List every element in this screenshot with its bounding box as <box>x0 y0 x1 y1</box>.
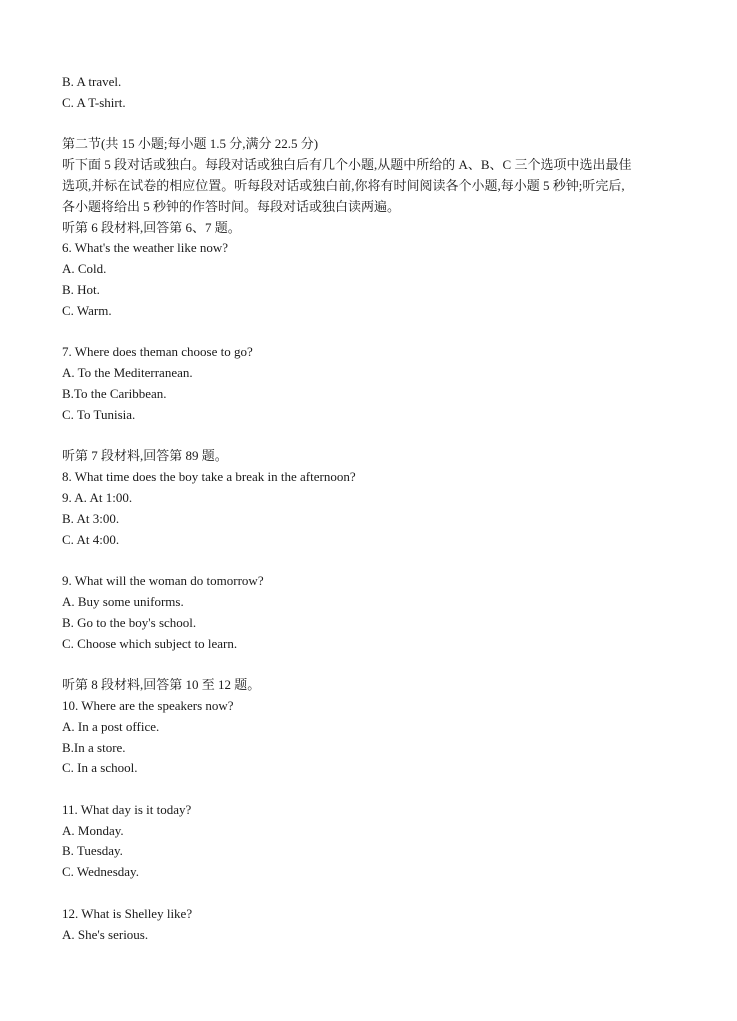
option-text: 9. A. At 1:00. <box>62 489 133 505</box>
option-text: B. Go to the boy's school. <box>62 614 197 630</box>
option-text: B. A travel. <box>62 74 122 89</box>
option-text: A. To the Mediterranean. <box>62 365 193 381</box>
instruction-line: 选项,并标在试卷的相应位置。听每段对话或独白前,你将有时间阅读各个小题,每小题 5 秒钟;听完后, <box>62 177 625 193</box>
option-text: B. At 3:00. <box>62 510 120 526</box>
question-stem: 9. What will the woman do tomorrow? <box>62 573 264 589</box>
option-text: C. A T-shirt. <box>62 94 126 110</box>
option-text: A. Monday. <box>62 822 124 838</box>
option-text: C. Warm. <box>62 302 112 318</box>
option-text: C. To Tunisia. <box>62 406 136 422</box>
question-stem: 10. Where are the speakers now? <box>62 697 234 713</box>
option-text: A. Cold. <box>62 261 107 277</box>
exam-page <box>62 72 682 945</box>
question-stem: 7. Where does theman choose to go? <box>62 344 253 360</box>
group-intro: 听第 8 段材料,回答第 10 至 12 题。 <box>62 677 261 693</box>
instruction-line: 听下面 5 段对话或独白。每段对话或独白后有几个小题,从题中所给的 A、B、C 三个选项中选出最佳 <box>62 157 632 173</box>
question-stem: 11. What day is it today? <box>62 801 192 817</box>
option-text: B. Tuesday. <box>62 843 123 859</box>
question-stem: 8. What time does the boy take a break in the afternoon? <box>62 469 356 485</box>
question-stem: 6. What's the weather like now? <box>62 240 228 256</box>
option-text: B. Hot. <box>62 281 100 297</box>
question-stem: 12. What is Shelley like? <box>62 905 193 921</box>
group-intro: 听第 7 段材料,回答第 89 题。 <box>62 448 228 464</box>
option-text: C. At 4:00. <box>62 531 120 547</box>
option-text: C. Choose which subject to learn. <box>62 635 238 651</box>
section-heading: 第二节(共 15 小题;每小题 1.5 分,满分 22.5 分) <box>62 136 319 152</box>
option-text: A. Buy some uniforms. <box>62 593 184 609</box>
group-intro: 听第 6 段材料,回答第 6、7 题。 <box>62 219 241 235</box>
option-text: C. Wednesday. <box>62 864 139 880</box>
instruction-line: 各小题将给出 5 秒钟的作答时间。每段对话或独白读两遍。 <box>62 198 401 214</box>
option-text: A. She's serious. <box>62 926 149 942</box>
option-text: C. In a school. <box>62 760 138 776</box>
option-text: A. In a post office. <box>62 718 160 734</box>
option-text: B.In a store. <box>62 739 126 755</box>
option-text: B.To the Caribbean. <box>62 385 167 401</box>
